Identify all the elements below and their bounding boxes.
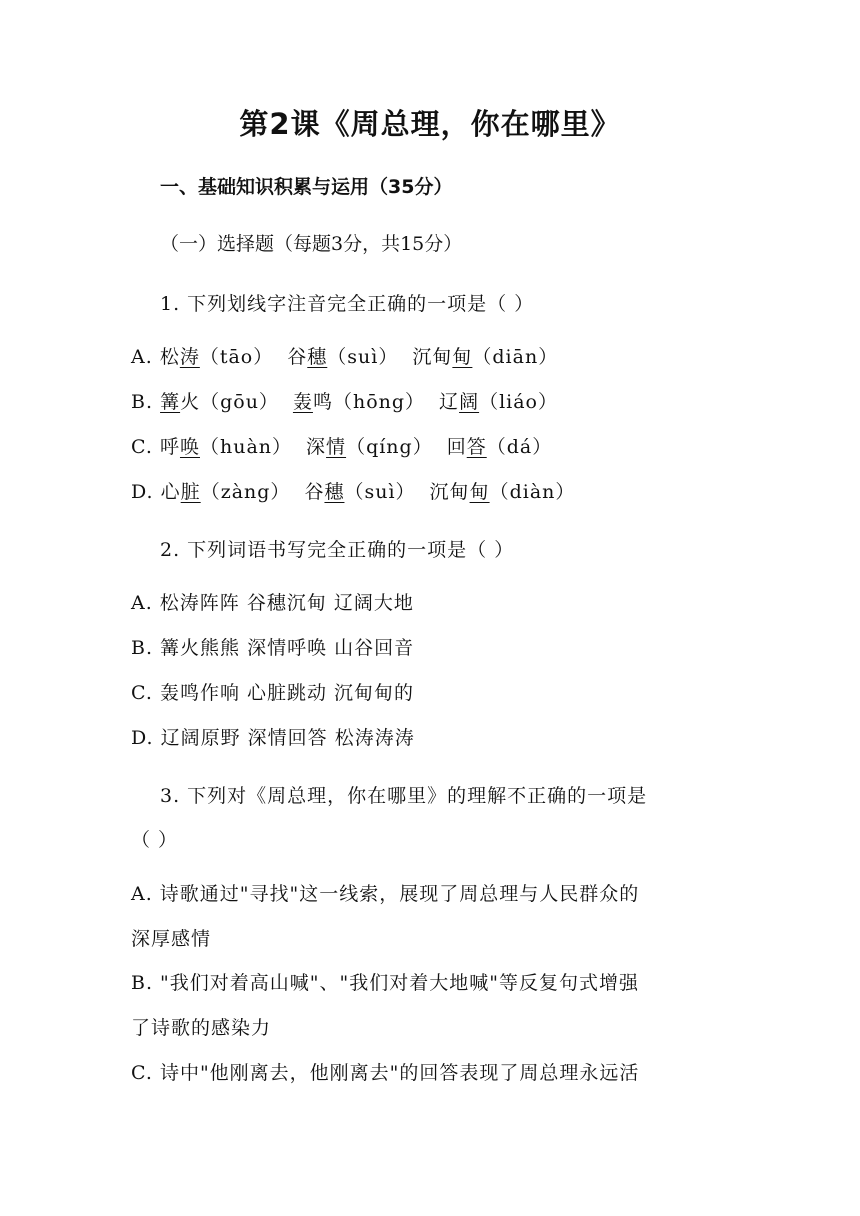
- question-1-option-c: C. 呼唤（huàn） 深情（qíng） 回答（dá）: [131, 436, 553, 458]
- question-3-option-a-line2: 深厚感情: [131, 928, 212, 950]
- page-title: 第2课《周总理，你在哪里》: [239, 107, 621, 141]
- section-heading: 一、基础知识积累与运用（35分）: [160, 176, 453, 198]
- question-2-stem: 2. 下列词语书写完全正确的一项是（ ）: [160, 539, 515, 561]
- question-1-stem: 1. 下列划线字注音完全正确的一项是（ ）: [160, 293, 535, 315]
- subsection-heading: （一）选择题（每题3分，共15分）: [160, 233, 463, 255]
- question-3-option-a-line1: A. 诗歌通过"寻找"这一线索，展现了周总理与人民群众的: [131, 883, 640, 905]
- question-2-option-b: B. 篝火熊熊 深情呼唤 山谷回音: [131, 637, 415, 659]
- question-3-option-b-line1: B. "我们对着高山喊"、"我们对着大地喊"等反复句式增强: [131, 972, 639, 994]
- question-3-stem-cont: （ ）: [131, 829, 179, 851]
- question-2-option-d: D. 辽阔原野 深情回答 松涛涛涛: [131, 727, 415, 749]
- question-3-option-c-line1: C. 诗中"他刚离去，他刚离去"的回答表现了周总理永远活: [131, 1062, 640, 1084]
- question-1-option-d: D. 心脏（zàng） 谷穗（suì） 沉甸甸（diàn）: [131, 481, 576, 503]
- question-1-option-a: A. 松涛（tāo） 谷穗（suì） 沉甸甸（diān）: [131, 346, 559, 368]
- question-2-option-a: A. 松涛阵阵 谷穗沉甸 辽阔大地: [131, 592, 414, 614]
- question-3-stem: 3. 下列对《周总理，你在哪里》的理解不正确的一项是: [160, 785, 648, 807]
- question-1-option-b: B. 篝火（gōu） 轰鸣（hōng） 辽阔（liáo）: [131, 391, 558, 413]
- question-3-option-b-line2: 了诗歌的感染力: [131, 1017, 272, 1039]
- question-2-option-c: C. 轰鸣作响 心脏跳动 沉甸甸的: [131, 682, 415, 704]
